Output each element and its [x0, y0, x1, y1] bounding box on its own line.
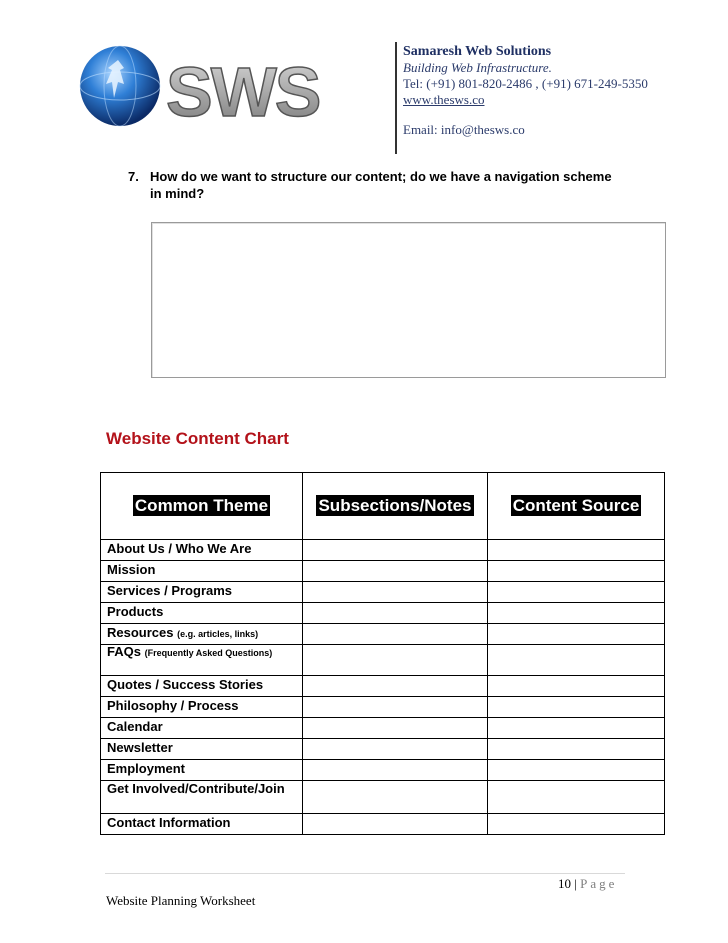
common-theme-cell: Newsletter — [101, 739, 303, 760]
column-header-content-source: Content Source — [488, 473, 665, 540]
subsections-notes-cell[interactable] — [303, 781, 488, 814]
subsections-notes-cell[interactable] — [303, 582, 488, 603]
company-tagline: Building Web Infrastructure. — [403, 60, 552, 75]
common-theme-cell: Calendar — [101, 718, 303, 739]
company-logo — [78, 38, 338, 138]
content-source-cell[interactable] — [488, 540, 665, 561]
page-number: 10 | Page — [558, 876, 618, 891]
table-header-row — [101, 473, 665, 540]
table-row — [101, 814, 665, 835]
common-theme-cell: FAQs (Frequently Asked Questions) — [101, 645, 303, 676]
table-row — [101, 697, 665, 718]
subsections-notes-cell[interactable] — [303, 718, 488, 739]
table-row — [101, 676, 665, 697]
common-theme-cell: Quotes / Success Stories — [101, 676, 303, 697]
document-title: Website Planning Worksheet — [106, 893, 256, 908]
table-row — [101, 603, 665, 624]
common-theme-cell: About Us / Who We Are — [101, 540, 303, 561]
content-source-cell[interactable] — [488, 760, 665, 781]
common-theme-cell: Contact Information — [101, 814, 303, 835]
subsections-notes-cell[interactable] — [303, 603, 488, 624]
content-source-cell[interactable] — [488, 582, 665, 603]
svg-text:SWS: SWS — [166, 53, 320, 131]
answer-box[interactable] — [151, 222, 666, 378]
common-theme-cell: Get Involved/Contribute/Join — [101, 781, 303, 814]
phone-numbers: Tel: (+91) 801-820-2486 , (+91) 671-249-5350 — [403, 76, 648, 91]
common-theme-cell: Employment — [101, 760, 303, 781]
question-text: How do we want to structure our content; do we have a navigation scheme in mind? — [150, 169, 612, 201]
table-row — [101, 760, 665, 781]
footer-divider — [105, 873, 625, 874]
question-7 — [128, 168, 618, 202]
subsections-notes-cell[interactable] — [303, 676, 488, 697]
subsections-notes-cell[interactable] — [303, 645, 488, 676]
content-source-cell[interactable] — [488, 645, 665, 676]
column-header-subsections: Subsections/Notes — [303, 473, 488, 540]
content-source-cell[interactable] — [488, 814, 665, 835]
table-row — [101, 624, 665, 645]
table-row — [101, 718, 665, 739]
common-theme-cell: Services / Programs — [101, 582, 303, 603]
content-source-cell[interactable] — [488, 739, 665, 760]
website-link[interactable]: www.thesws.co — [403, 92, 485, 107]
common-theme-cell: Mission — [101, 561, 303, 582]
subsections-notes-cell[interactable] — [303, 624, 488, 645]
table-row — [101, 781, 665, 814]
subsections-notes-cell[interactable] — [303, 561, 488, 582]
table-row — [101, 561, 665, 582]
content-chart-table — [100, 472, 665, 835]
column-header-common-theme: Common Theme — [101, 473, 303, 540]
question-number: 7. — [128, 169, 139, 184]
header-divider — [395, 42, 397, 154]
subsections-notes-cell[interactable] — [303, 540, 488, 561]
subsections-notes-cell[interactable] — [303, 697, 488, 718]
company-name: Samaresh Web Solutions — [403, 44, 552, 59]
contact-block — [403, 44, 648, 138]
table-row — [101, 540, 665, 561]
content-source-cell[interactable] — [488, 603, 665, 624]
table-row — [101, 739, 665, 760]
table-row — [101, 582, 665, 603]
subsections-notes-cell[interactable] — [303, 760, 488, 781]
globe-icon — [80, 46, 160, 126]
content-source-cell[interactable] — [488, 697, 665, 718]
content-source-cell[interactable] — [488, 781, 665, 814]
subsections-notes-cell[interactable] — [303, 739, 488, 760]
section-title: Website Content Chart — [106, 429, 289, 448]
common-theme-cell: Philosophy / Process — [101, 697, 303, 718]
email-address[interactable]: Email: info@thesws.co — [403, 122, 525, 137]
content-source-cell[interactable] — [488, 676, 665, 697]
subsections-notes-cell[interactable] — [303, 814, 488, 835]
common-theme-cell: Products — [101, 603, 303, 624]
content-source-cell[interactable] — [488, 561, 665, 582]
content-source-cell[interactable] — [488, 624, 665, 645]
content-source-cell[interactable] — [488, 718, 665, 739]
table-row — [101, 645, 665, 676]
common-theme-cell: Resources (e.g. articles, links) — [101, 624, 303, 645]
